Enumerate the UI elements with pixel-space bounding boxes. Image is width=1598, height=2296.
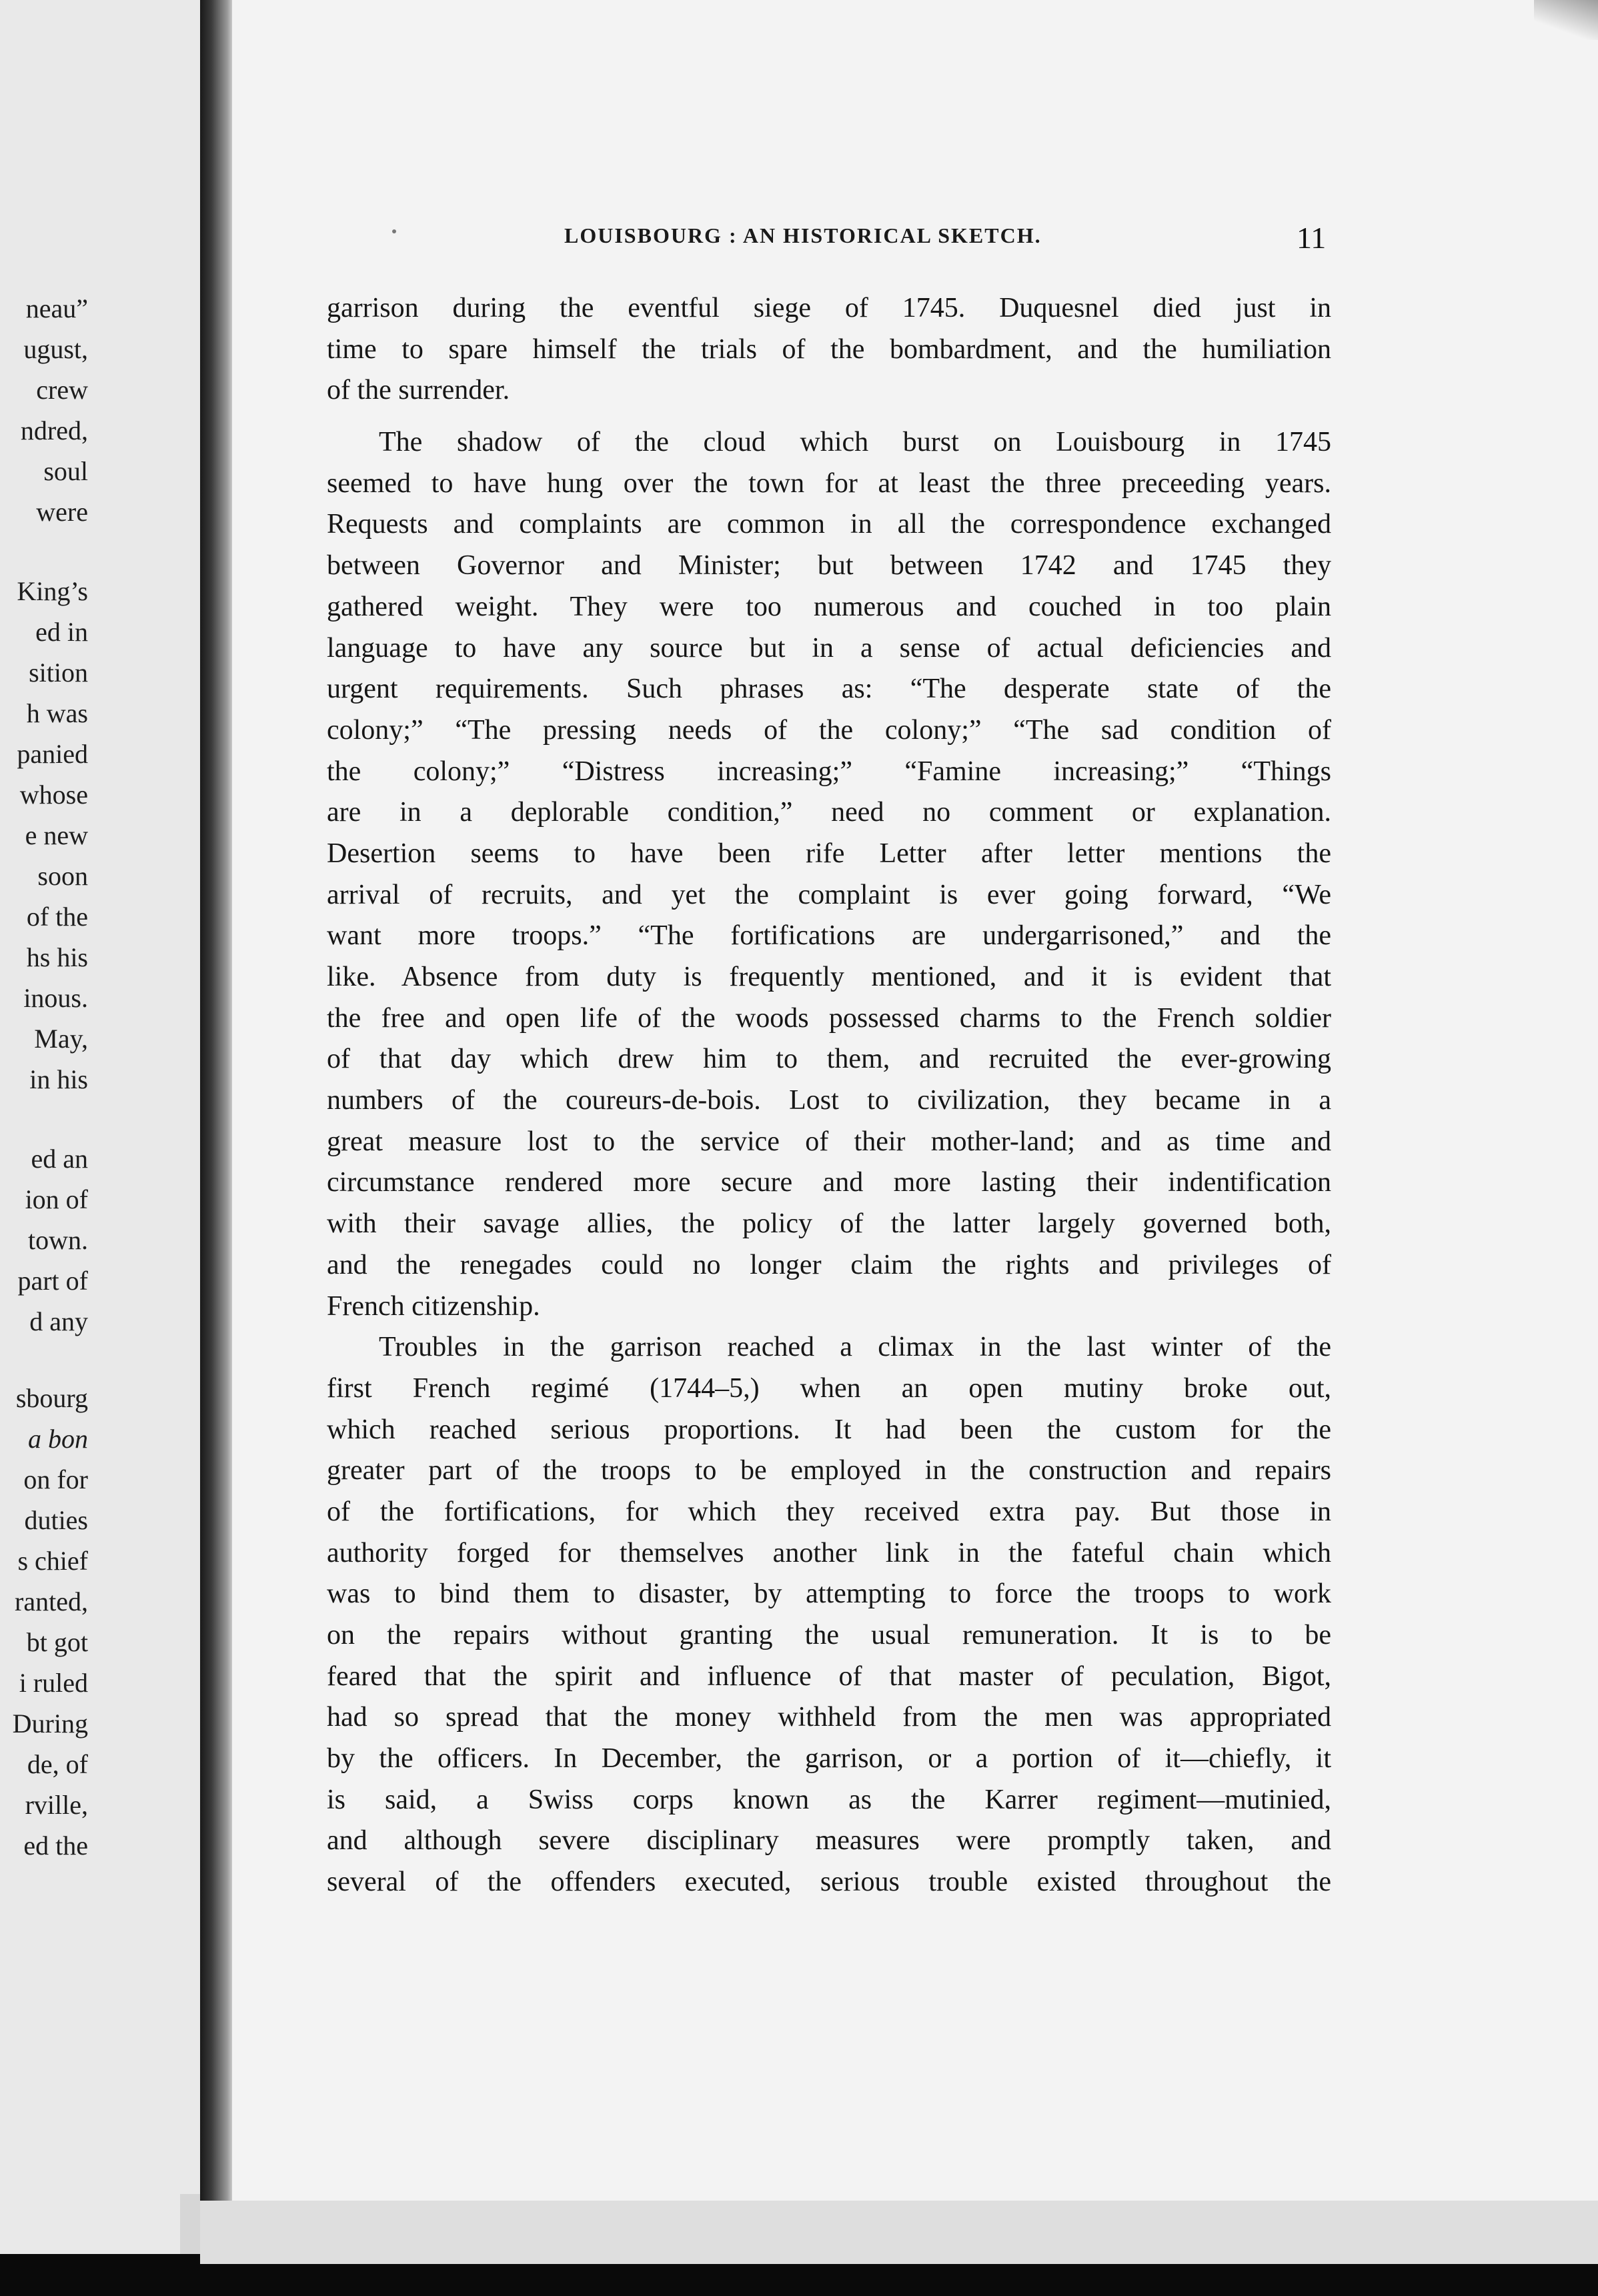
left-fragment: i ruled: [19, 1668, 88, 1698]
left-fragment: were: [36, 497, 88, 527]
printer-dot: [392, 229, 396, 233]
left-fragment: ed the: [23, 1831, 88, 1861]
text-line: time to spare himself the trials of the bombardment, and the humiliation: [327, 333, 1331, 365]
left-fragment: sition: [29, 658, 88, 688]
text-line: numbers of the coureurs-de-bois. Lost to civilization, they became in a: [327, 1085, 1331, 1116]
left-fragment: e new: [25, 820, 88, 850]
text-line: Desertion seems to have been rife Letter after letter mentions the: [327, 838, 1331, 869]
left-page: [0, 0, 200, 2254]
left-fragment: inous.: [23, 983, 88, 1013]
body-text: [327, 288, 1331, 1903]
left-fragment: neau”: [25, 293, 88, 323]
left-fragment: panied: [17, 739, 88, 769]
left-blank: [0, 1342, 88, 1378]
text-line: are in a deplorable condition,” need no comment or explanation.: [327, 797, 1331, 828]
left-fragment: ed in: [35, 617, 88, 647]
text-line: between Governor and Minister; but between 1742 and 1745 they: [327, 550, 1331, 582]
left-page-text: [0, 288, 88, 1866]
left-fragment: ndred,: [20, 415, 88, 445]
text-line: circumstance rendered more secure and more lasting their indentification: [327, 1167, 1331, 1198]
left-fragment: s chief: [17, 1546, 88, 1576]
left-fragment: May,: [34, 1024, 88, 1054]
left-fragment: rville,: [25, 1790, 88, 1820]
left-blank: [0, 532, 88, 571]
left-fragment: crew: [36, 375, 88, 405]
left-page-edge: [180, 2194, 200, 2254]
left-fragment: hs his: [26, 942, 88, 972]
text-line: of the fortifications, for which they received extra pay. But those in: [327, 1496, 1331, 1527]
text-line: like. Absence from duty is frequently mentioned, and it is evident that: [327, 962, 1331, 992]
left-fragment: in his: [29, 1064, 88, 1094]
text-line: seemed to have hung over the town for at least the three preceeding years.: [327, 467, 1331, 499]
text-line: was to bind them to disaster, by attempting to force the troops to work: [327, 1578, 1331, 1610]
text-line: arrival of recruits, and yet the complaint is ever going forward, “We: [327, 879, 1331, 910]
left-fragment: whose: [19, 780, 88, 810]
text-line: greater part of the troops to be employed in the construction and repairs: [327, 1455, 1331, 1486]
text-line: want more troops.” “The fortifications are undergarrisoned,” and the: [327, 920, 1331, 952]
text-line: by the officers. In December, the garrison, or a portion of it—chiefly, it: [327, 1743, 1331, 1775]
text-line: gathered weight. They were too numerous and couched in too plain: [327, 591, 1331, 622]
text-line: language to have any source but in a sense of actual deficiencies and: [327, 632, 1331, 664]
text-line: the colony;” “Distress increasing;” “Famine increasing;” “Things: [327, 756, 1331, 787]
text-line: Requests and complaints are common in all the correspondence exchanged: [327, 509, 1331, 540]
left-fragment: sbourg: [15, 1383, 88, 1413]
page-bottom-edge: [200, 2201, 1598, 2264]
left-fragment: duties: [24, 1505, 88, 1535]
left-fragment: on for: [23, 1464, 88, 1494]
left-fragment: ranted,: [15, 1586, 88, 1616]
text-line: and the renegades could no longer claim the rights and privileges of: [327, 1249, 1331, 1280]
text-line: on the repairs without granting the usual remuneration. It is to be: [327, 1620, 1331, 1650]
text-line: The shadow of the cloud which burst on Louisbourg in 1745: [379, 427, 1331, 458]
text-line: French citizenship.: [327, 1290, 540, 1322]
page-number: 11: [1297, 221, 1327, 255]
text-line: feared that the spirit and influence of that master of peculation, Bigot,: [327, 1660, 1331, 1692]
text-line: several of the offenders executed, serious trouble existed throughout the: [327, 1867, 1331, 1898]
text-line: with their savage allies, the policy of the latter largely governed both,: [327, 1208, 1331, 1240]
left-fragment: soon: [37, 861, 88, 891]
text-line: authority forged for themselves another link in the fateful chain which: [327, 1537, 1331, 1568]
page-corner-curl: [1534, 0, 1598, 40]
left-fragment: d any: [29, 1306, 88, 1336]
left-fragment: of the: [26, 902, 88, 932]
text-line: colony;” “The pressing needs of the colony;” “The sad condition of: [327, 714, 1331, 746]
text-line: first French regimé (1744–5,) when an open mutiny broke out,: [327, 1372, 1331, 1404]
left-fragment: soul: [43, 456, 88, 486]
text-line: Troubles in the garrison reached a climax in the last winter of the: [379, 1332, 1331, 1363]
left-fragment: King’s: [17, 576, 88, 606]
text-line: great measure lost to the service of their mother-land; and as time and: [327, 1126, 1331, 1157]
left-fragment: ugust,: [23, 334, 88, 364]
left-fragment: town.: [28, 1225, 88, 1255]
left-fragment: ed an: [31, 1144, 88, 1174]
text-line: the free and open life of the woods possessed charms to the French soldier: [327, 1002, 1331, 1034]
left-blank: [0, 1100, 88, 1138]
text-line: garrison during the eventful siege of 1745. Duquesnel died just in: [327, 293, 1331, 323]
left-fragment: ion of: [25, 1184, 88, 1214]
text-line: and although severe disciplinary measures were promptly taken, and: [327, 1825, 1331, 1857]
text-line: which reached serious proportions. It had been the custom for the: [327, 1414, 1331, 1445]
left-fragment: During: [12, 1708, 88, 1739]
left-fragment: part of: [17, 1266, 88, 1296]
left-fragment: de, of: [27, 1749, 88, 1779]
running-head: LOUISBOURG : AN HISTORICAL SKETCH.: [564, 223, 1042, 247]
text-line: of the surrender.: [327, 375, 510, 406]
book-gutter: [200, 0, 232, 2264]
text-line: urgent requirements. Such phrases as: “The desperate state of the: [327, 674, 1331, 705]
left-fragment: bt got: [26, 1627, 88, 1657]
text-line: is said, a Swiss corps known as the Karrer regiment—mutinied,: [327, 1784, 1331, 1815]
text-line: had so spread that the money withheld from the men was appropriated: [327, 1702, 1331, 1733]
left-fragment: a bon: [28, 1424, 88, 1454]
text-line: of that day which drew him to them, and recruited the ever-growing: [327, 1044, 1331, 1075]
left-fragment: h was: [26, 698, 88, 728]
